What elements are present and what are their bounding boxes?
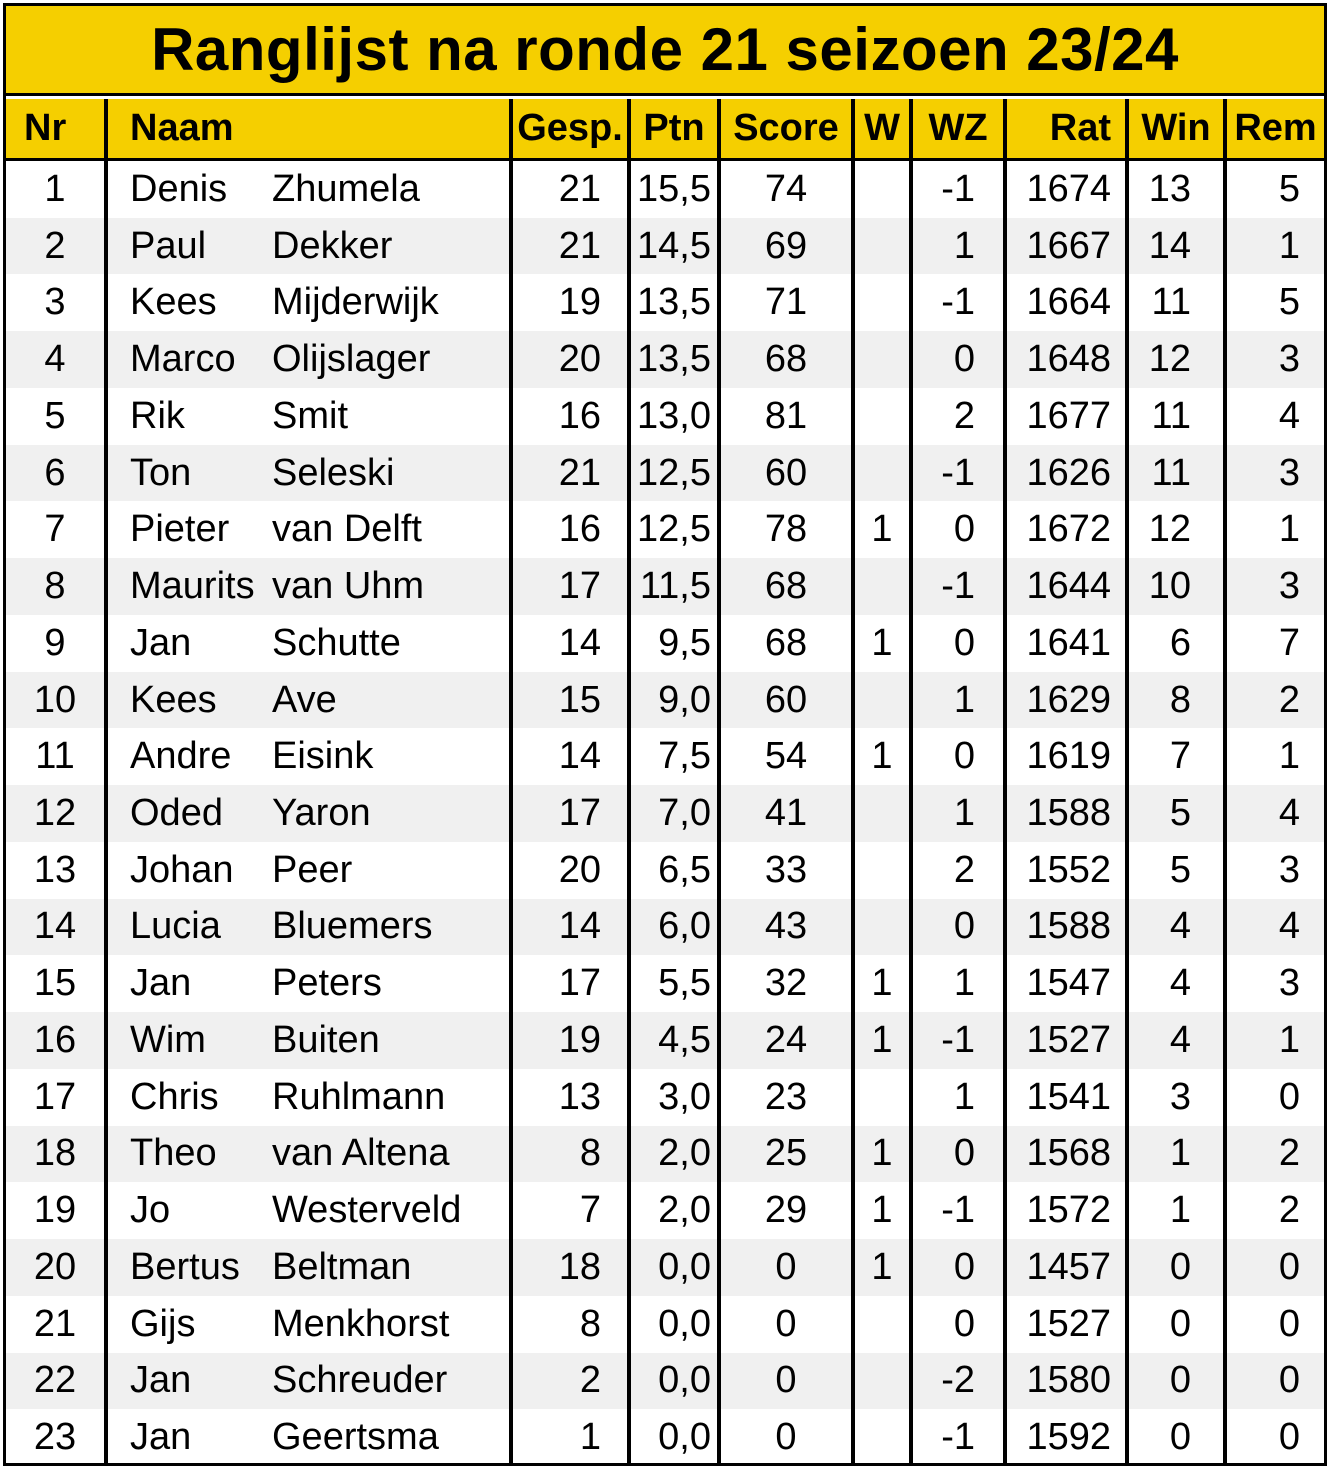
cell-last-name: Peters — [272, 962, 382, 1005]
cell-nr: 23 — [33, 1416, 77, 1459]
cell-w: 1 — [871, 962, 893, 1005]
cell-last-name: Schreuder — [272, 1359, 448, 1402]
cell-rem: 0 — [1278, 1416, 1300, 1459]
cell-first-name: Jan — [130, 962, 192, 1005]
cell-rat: 1667 — [1026, 224, 1111, 267]
column-divider — [1223, 99, 1227, 1466]
cell-ptn: 4,5 — [658, 1018, 711, 1061]
cell-last-name: Schutte — [272, 621, 401, 664]
cell-rat: 1568 — [1026, 1132, 1111, 1175]
cell-win: 11 — [1151, 451, 1191, 494]
cell-ptn: 12,5 — [637, 508, 711, 551]
cell-w — [855, 445, 909, 502]
cell-score: 60 — [764, 451, 808, 494]
cell-rem: 1 — [1278, 224, 1300, 267]
cell-rat: 1641 — [1026, 621, 1111, 664]
cell-score: 0 — [775, 1245, 797, 1288]
cell-w — [855, 388, 909, 445]
cell-rat: 1672 — [1026, 508, 1111, 551]
cell-wz: -1 — [941, 451, 975, 494]
cell-score: 68 — [764, 565, 808, 608]
cell-gesp: 8 — [579, 1132, 601, 1175]
cell-ptn: 9,0 — [658, 678, 711, 721]
cell-wz: 0 — [953, 1245, 975, 1288]
cell-rem: 2 — [1278, 1132, 1300, 1175]
cell-nr: 10 — [33, 678, 77, 721]
page-title: Ranglijst na ronde 21 seizoen 23/24 — [6, 6, 1324, 96]
cell-nr: 4 — [44, 338, 66, 381]
cell-wz: -1 — [941, 565, 975, 608]
cell-gesp: 16 — [558, 394, 601, 437]
cell-first-name: Marco — [130, 338, 236, 381]
cell-win: 5 — [1169, 791, 1191, 834]
cell-nr: 18 — [33, 1132, 77, 1175]
cell-score: 25 — [764, 1132, 808, 1175]
cell-ptn: 6,5 — [658, 848, 711, 891]
header-score: Score — [721, 99, 851, 161]
column-divider — [717, 99, 721, 1466]
cell-first-name: Kees — [130, 281, 217, 324]
cell-wz: 1 — [953, 678, 975, 721]
cell-rem: 1 — [1278, 735, 1300, 778]
cell-w: 1 — [871, 1132, 893, 1175]
cell-win: 0 — [1169, 1416, 1191, 1459]
cell-nr: 3 — [44, 281, 66, 324]
cell-ptn: 3,0 — [658, 1075, 711, 1118]
cell-rem: 3 — [1278, 565, 1300, 608]
cell-rem: 7 — [1278, 621, 1300, 664]
cell-gesp: 19 — [558, 1018, 601, 1061]
standings-sheet — [3, 3, 1327, 1466]
cell-rat: 1592 — [1026, 1416, 1111, 1459]
cell-wz: 1 — [953, 962, 975, 1005]
cell-first-name: Ton — [130, 451, 192, 494]
cell-rat: 1547 — [1026, 962, 1111, 1005]
cell-score: 54 — [764, 735, 808, 778]
column-divider — [1003, 99, 1007, 1466]
cell-ptn: 0,0 — [658, 1359, 711, 1402]
cell-rem: 5 — [1278, 281, 1300, 324]
cell-nr: 20 — [33, 1245, 77, 1288]
cell-score: 74 — [764, 167, 808, 210]
cell-rat: 1619 — [1026, 735, 1111, 778]
cell-last-name: Eisink — [272, 735, 374, 778]
cell-rat: 1674 — [1026, 167, 1111, 210]
cell-wz: -1 — [941, 1018, 975, 1061]
cell-w — [855, 672, 909, 729]
cell-first-name: Kees — [130, 678, 217, 721]
cell-first-name: Lucia — [130, 905, 221, 948]
cell-score: 29 — [764, 1189, 808, 1232]
cell-gesp: 14 — [558, 905, 601, 948]
cell-score: 33 — [764, 848, 808, 891]
cell-w — [855, 161, 909, 218]
column-divider — [509, 99, 513, 1466]
cell-ptn: 13,5 — [637, 338, 711, 381]
cell-wz: 1 — [953, 224, 975, 267]
cell-ptn: 0,0 — [658, 1416, 711, 1459]
cell-w — [855, 1069, 909, 1126]
cell-rem: 2 — [1278, 1189, 1300, 1232]
cell-win: 0 — [1169, 1302, 1191, 1345]
cell-wz: -1 — [941, 281, 975, 324]
cell-last-name: Mijderwijk — [272, 281, 439, 324]
cell-rat: 1588 — [1026, 905, 1111, 948]
cell-ptn: 2,0 — [658, 1189, 711, 1232]
cell-gesp: 21 — [558, 224, 601, 267]
cell-wz: 1 — [953, 791, 975, 834]
cell-win: 13 — [1148, 167, 1191, 210]
cell-gesp: 14 — [558, 735, 601, 778]
cell-w: 1 — [871, 1189, 893, 1232]
cell-first-name: Denis — [130, 167, 228, 210]
cell-score: 43 — [764, 905, 808, 948]
cell-ptn: 0,0 — [658, 1245, 711, 1288]
cell-last-name: Menkhorst — [272, 1302, 450, 1345]
cell-nr: 11 — [35, 735, 75, 778]
cell-rem: 1 — [1278, 508, 1300, 551]
cell-gesp: 14 — [558, 621, 601, 664]
cell-last-name: Peer — [272, 848, 353, 891]
cell-score: 24 — [764, 1018, 808, 1061]
cell-win: 1 — [1169, 1132, 1191, 1175]
cell-gesp: 16 — [558, 508, 601, 551]
cell-rat: 1527 — [1026, 1302, 1111, 1345]
cell-gesp: 8 — [579, 1302, 601, 1345]
header-wz: WZ — [913, 99, 1003, 161]
cell-win: 11 — [1151, 281, 1191, 324]
cell-score: 68 — [764, 338, 808, 381]
cell-first-name: Rik — [130, 394, 185, 437]
cell-score: 60 — [764, 678, 808, 721]
cell-win: 5 — [1169, 848, 1191, 891]
cell-rem: 2 — [1278, 678, 1300, 721]
cell-last-name: van Altena — [272, 1132, 450, 1175]
header-ptn: Ptn — [631, 99, 717, 161]
cell-gesp: 13 — [558, 1075, 601, 1118]
cell-wz: 0 — [953, 1132, 975, 1175]
cell-win: 6 — [1169, 621, 1191, 664]
cell-gesp: 20 — [558, 848, 601, 891]
cell-nr: 7 — [44, 508, 66, 551]
cell-w — [855, 1409, 909, 1466]
cell-first-name: Wim — [130, 1018, 206, 1061]
cell-w — [855, 842, 909, 899]
cell-last-name: Ruhlmann — [272, 1075, 446, 1118]
cell-rat: 1648 — [1026, 338, 1111, 381]
column-divider — [1125, 99, 1129, 1466]
cell-nr: 9 — [44, 621, 66, 664]
cell-first-name: Maurits — [130, 565, 255, 608]
cell-rem: 3 — [1278, 962, 1300, 1005]
cell-wz: -1 — [941, 167, 975, 210]
cell-gesp: 17 — [558, 565, 601, 608]
cell-ptn: 0,0 — [658, 1302, 711, 1345]
cell-first-name: Johan — [130, 848, 234, 891]
cell-w — [855, 558, 909, 615]
cell-rat: 1527 — [1026, 1018, 1111, 1061]
cell-first-name: Bertus — [130, 1245, 240, 1288]
header-nr: Nr — [6, 99, 104, 161]
cell-gesp: 17 — [558, 791, 601, 834]
cell-ptn: 11,5 — [639, 565, 711, 608]
column-divider — [104, 99, 108, 1466]
cell-ptn: 15,5 — [637, 167, 711, 210]
cell-last-name: Yaron — [272, 791, 371, 834]
cell-w — [855, 785, 909, 842]
cell-nr: 15 — [33, 962, 77, 1005]
cell-w: 1 — [871, 1245, 893, 1288]
cell-nr: 12 — [33, 791, 77, 834]
cell-gesp: 20 — [558, 338, 601, 381]
cell-w: 1 — [871, 1018, 893, 1061]
cell-first-name: Chris — [130, 1075, 219, 1118]
cell-rat: 1629 — [1026, 678, 1111, 721]
cell-last-name: Ave — [272, 678, 337, 721]
cell-win: 12 — [1148, 338, 1191, 381]
cell-win: 10 — [1148, 565, 1191, 608]
cell-rem: 0 — [1278, 1075, 1300, 1118]
cell-first-name: Paul — [130, 224, 207, 267]
cell-w — [855, 274, 909, 331]
cell-nr: 1 — [44, 167, 66, 210]
cell-win: 12 — [1148, 508, 1191, 551]
cell-last-name: Buiten — [272, 1018, 380, 1061]
cell-wz: -1 — [941, 1416, 975, 1459]
cell-score: 32 — [764, 962, 808, 1005]
cell-score: 23 — [764, 1075, 808, 1118]
cell-last-name: Beltman — [272, 1245, 412, 1288]
cell-rem: 0 — [1278, 1359, 1300, 1402]
cell-w — [855, 1296, 909, 1353]
cell-nr: 19 — [33, 1189, 77, 1232]
cell-wz: 0 — [953, 1302, 975, 1345]
header-rem: Rem — [1227, 99, 1324, 161]
cell-nr: 14 — [33, 905, 77, 948]
cell-nr: 21 — [33, 1302, 77, 1345]
cell-last-name: Seleski — [272, 451, 395, 494]
cell-wz: 0 — [953, 735, 975, 778]
cell-rat: 1580 — [1026, 1359, 1111, 1402]
cell-score: 0 — [775, 1302, 797, 1345]
cell-last-name: Westerveld — [272, 1189, 462, 1232]
cell-nr: 5 — [44, 394, 66, 437]
cell-rem: 0 — [1278, 1245, 1300, 1288]
cell-rem: 4 — [1278, 905, 1300, 948]
cell-rem: 3 — [1278, 338, 1300, 381]
cell-last-name: Dekker — [272, 224, 393, 267]
cell-ptn: 5,5 — [658, 962, 711, 1005]
cell-wz: 0 — [953, 338, 975, 381]
cell-gesp: 1 — [579, 1416, 601, 1459]
cell-rat: 1457 — [1026, 1245, 1111, 1288]
cell-ptn: 12,5 — [637, 451, 711, 494]
cell-w — [855, 899, 909, 956]
cell-first-name: Jo — [130, 1189, 171, 1232]
cell-nr: 17 — [33, 1075, 77, 1118]
cell-score: 68 — [764, 621, 808, 664]
cell-gesp: 18 — [558, 1245, 601, 1288]
cell-rat: 1572 — [1026, 1189, 1111, 1232]
column-divider — [909, 99, 913, 1466]
cell-gesp: 15 — [558, 678, 601, 721]
cell-last-name: Smit — [272, 394, 348, 437]
cell-first-name: Jan — [130, 621, 192, 664]
cell-rem: 5 — [1278, 167, 1300, 210]
column-divider — [851, 99, 855, 1466]
cell-score: 78 — [764, 508, 808, 551]
column-divider — [627, 99, 631, 1466]
cell-rem: 1 — [1278, 1018, 1300, 1061]
cell-first-name: Jan — [130, 1416, 192, 1459]
cell-ptn: 14,5 — [637, 224, 711, 267]
cell-w: 1 — [871, 621, 893, 664]
cell-last-name: van Uhm — [272, 565, 425, 608]
cell-last-name: Geertsma — [272, 1416, 439, 1459]
cell-w — [855, 1353, 909, 1410]
cell-score: 81 — [764, 394, 808, 437]
cell-last-name: Bluemers — [272, 905, 433, 948]
cell-win: 8 — [1169, 678, 1191, 721]
cell-ptn: 13,0 — [637, 394, 711, 437]
cell-first-name: Oded — [130, 791, 223, 834]
cell-rat: 1588 — [1026, 791, 1111, 834]
cell-gesp: 7 — [579, 1189, 601, 1232]
cell-w — [855, 331, 909, 388]
cell-wz: -1 — [941, 1189, 975, 1232]
cell-score: 69 — [764, 224, 808, 267]
cell-wz: 2 — [953, 848, 975, 891]
cell-ptn: 7,5 — [658, 735, 711, 778]
cell-win: 14 — [1148, 224, 1191, 267]
cell-nr: 16 — [33, 1018, 77, 1061]
cell-gesp: 21 — [558, 167, 601, 210]
cell-rat: 1664 — [1026, 281, 1111, 324]
cell-win: 0 — [1169, 1359, 1191, 1402]
cell-rem: 0 — [1278, 1302, 1300, 1345]
cell-nr: 6 — [44, 451, 66, 494]
header-gesp: Gesp. — [513, 99, 627, 161]
cell-w: 1 — [871, 735, 893, 778]
cell-win: 4 — [1169, 962, 1191, 1005]
cell-gesp: 19 — [558, 281, 601, 324]
cell-gesp: 17 — [558, 962, 601, 1005]
header-w: W — [855, 99, 909, 161]
cell-nr: 13 — [33, 848, 77, 891]
cell-ptn: 6,0 — [658, 905, 711, 948]
cell-ptn: 13,5 — [637, 281, 711, 324]
cell-gesp: 2 — [579, 1359, 601, 1402]
cell-w — [855, 218, 909, 275]
cell-first-name: Jan — [130, 1359, 192, 1402]
cell-rat: 1552 — [1026, 848, 1111, 891]
cell-wz: 0 — [953, 621, 975, 664]
cell-last-name: van Delft — [272, 508, 422, 551]
cell-nr: 2 — [44, 224, 66, 267]
cell-wz: 0 — [953, 905, 975, 948]
cell-gesp: 21 — [558, 451, 601, 494]
cell-win: 1 — [1169, 1189, 1191, 1232]
cell-rem: 4 — [1278, 791, 1300, 834]
cell-win: 0 — [1169, 1245, 1191, 1288]
cell-first-name: Andre — [130, 735, 232, 778]
cell-wz: -2 — [941, 1359, 975, 1402]
cell-rat: 1541 — [1026, 1075, 1111, 1118]
cell-rat: 1644 — [1026, 565, 1111, 608]
cell-rat: 1677 — [1026, 394, 1111, 437]
cell-wz: 1 — [953, 1075, 975, 1118]
cell-score: 41 — [764, 791, 808, 834]
cell-first-name: Pieter — [130, 508, 230, 551]
header-win: Win — [1129, 99, 1223, 161]
header-naam: Naam — [108, 99, 509, 161]
cell-ptn: 9,5 — [658, 621, 711, 664]
cell-score: 71 — [764, 281, 808, 324]
cell-last-name: Olijslager — [272, 338, 431, 381]
cell-score: 0 — [775, 1416, 797, 1459]
cell-w: 1 — [871, 508, 893, 551]
cell-score: 0 — [775, 1359, 797, 1402]
cell-rem: 3 — [1278, 451, 1300, 494]
cell-ptn: 7,0 — [658, 791, 711, 834]
cell-wz: 0 — [953, 508, 975, 551]
cell-rem: 3 — [1278, 848, 1300, 891]
cell-win: 4 — [1169, 1018, 1191, 1061]
cell-rat: 1626 — [1026, 451, 1111, 494]
cell-nr: 8 — [44, 565, 66, 608]
cell-wz: 2 — [953, 394, 975, 437]
cell-first-name: Theo — [130, 1132, 217, 1175]
cell-win: 11 — [1151, 394, 1191, 437]
cell-rem: 4 — [1278, 394, 1300, 437]
cell-nr: 22 — [33, 1359, 77, 1402]
cell-win: 7 — [1169, 735, 1191, 778]
cell-ptn: 2,0 — [658, 1132, 711, 1175]
cell-win: 4 — [1169, 905, 1191, 948]
cell-win: 3 — [1169, 1075, 1191, 1118]
cell-last-name: Zhumela — [272, 167, 420, 210]
header-rat: Rat — [1007, 99, 1125, 161]
cell-first-name: Gijs — [130, 1302, 196, 1345]
